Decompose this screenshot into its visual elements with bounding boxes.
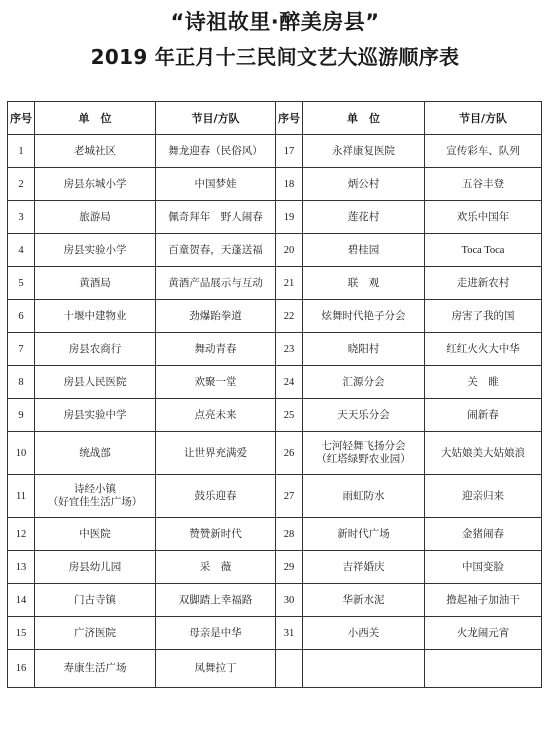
unit-cell-right: 新时代广场 <box>303 518 425 551</box>
unit-cell-right: 华新水泥 <box>303 584 425 617</box>
unit-cell-left: 房县人民医院 <box>35 366 156 399</box>
schedule-table <box>7 101 542 688</box>
unit-cell-left: 中医院 <box>35 518 156 551</box>
header-program-left: 节目/方队 <box>156 102 276 135</box>
unit-cell-right: 永祥康复医院 <box>303 135 425 168</box>
row-number-right <box>276 650 303 688</box>
table-row <box>8 518 542 551</box>
unit-cell-left: 广济医院 <box>35 617 156 650</box>
program-cell-right: 宣传彩车、队列 <box>425 135 542 168</box>
program-cell-right: 走进新农村 <box>425 267 542 300</box>
program-cell-right: 迎亲归来 <box>425 475 542 518</box>
header-unit-right: 单 位 <box>303 102 425 135</box>
table-row <box>8 475 542 518</box>
header-no-left: 序号 <box>8 102 35 135</box>
row-number-left: 8 <box>8 366 35 399</box>
program-cell-right: 红红火火大中华 <box>425 333 542 366</box>
row-number-right: 18 <box>276 168 303 201</box>
program-cell-left: 劲爆跆拳道 <box>156 300 276 333</box>
program-cell-left: 佩奇拜年 野人闹春 <box>156 201 276 234</box>
unit-cell-right: 莲花村 <box>303 201 425 234</box>
table-row <box>8 201 542 234</box>
program-cell-right: 中国变脸 <box>425 551 542 584</box>
program-cell-right: 大姑娘美大姑娘浪 <box>425 432 542 475</box>
program-cell-right: 欢乐中国年 <box>425 201 542 234</box>
row-number-left: 4 <box>8 234 35 267</box>
unit-cell-left: 房县东城小学 <box>35 168 156 201</box>
row-number-right: 30 <box>276 584 303 617</box>
unit-cell-right: 碧桂园 <box>303 234 425 267</box>
table-row <box>8 650 542 688</box>
program-cell-left: 让世界充满爱 <box>156 432 276 475</box>
header-row <box>8 102 542 135</box>
row-number-right: 20 <box>276 234 303 267</box>
row-number-right: 31 <box>276 617 303 650</box>
program-cell-right: 火龙闹元宵 <box>425 617 542 650</box>
program-cell-right: 房害了我的国 <box>425 300 542 333</box>
program-cell-left: 采 薇 <box>156 551 276 584</box>
row-number-right: 26 <box>276 432 303 475</box>
table-row <box>8 135 542 168</box>
row-number-left: 3 <box>8 201 35 234</box>
table-row <box>8 399 542 432</box>
unit-cell-right: 汇源分会 <box>303 366 425 399</box>
row-number-left: 6 <box>8 300 35 333</box>
unit-cell-right: 雨虹防水 <box>303 475 425 518</box>
row-number-right: 28 <box>276 518 303 551</box>
row-number-right: 29 <box>276 551 303 584</box>
program-cell-left: 黄酒产品展示与互动 <box>156 267 276 300</box>
program-cell-right <box>425 650 542 688</box>
program-cell-left: 欢聚一堂 <box>156 366 276 399</box>
program-cell-right: Toca Toca <box>425 234 542 267</box>
row-number-left: 13 <box>8 551 35 584</box>
program-cell-left: 凤舞拉丁 <box>156 650 276 688</box>
program-cell-left: 双脚踏上幸福路 <box>156 584 276 617</box>
unit-cell-left: 房县农商行 <box>35 333 156 366</box>
row-number-left: 7 <box>8 333 35 366</box>
unit-cell-left: 房县幼儿园 <box>35 551 156 584</box>
row-number-left: 5 <box>8 267 35 300</box>
row-number-left: 16 <box>8 650 35 688</box>
unit-cell-right: 晓阳村 <box>303 333 425 366</box>
unit-cell-right: 小西关 <box>303 617 425 650</box>
header-no-right: 序号 <box>276 102 303 135</box>
table-row <box>8 333 542 366</box>
program-cell-right: 金猪闹春 <box>425 518 542 551</box>
table-row <box>8 168 542 201</box>
row-number-left: 14 <box>8 584 35 617</box>
table-row <box>8 584 542 617</box>
program-cell-left: 舞龙迎春（民俗风） <box>156 135 276 168</box>
unit-cell-right: 吉祥婚庆 <box>303 551 425 584</box>
row-number-right: 19 <box>276 201 303 234</box>
row-number-left: 2 <box>8 168 35 201</box>
program-cell-left: 母亲是中华 <box>156 617 276 650</box>
unit-cell-right: 天天乐分会 <box>303 399 425 432</box>
row-number-right: 21 <box>276 267 303 300</box>
row-number-right: 17 <box>276 135 303 168</box>
unit-cell-right: 炳公村 <box>303 168 425 201</box>
row-number-right: 25 <box>276 399 303 432</box>
row-number-right: 27 <box>276 475 303 518</box>
table-row <box>8 366 542 399</box>
unit-cell-right <box>303 650 425 688</box>
row-number-left: 1 <box>8 135 35 168</box>
table-row <box>8 432 542 475</box>
header-unit-left: 单 位 <box>35 102 156 135</box>
table-row <box>8 617 542 650</box>
program-cell-right: 关 睢 <box>425 366 542 399</box>
row-number-left: 10 <box>8 432 35 475</box>
unit-cell-right: 七河轻舞飞扬分会 （红塔绿野农业园） <box>303 432 425 475</box>
unit-cell-right: 联 观 <box>303 267 425 300</box>
row-number-right: 22 <box>276 300 303 333</box>
program-cell-right: 撸起袖子加油干 <box>425 584 542 617</box>
program-cell-left: 点亮未来 <box>156 399 276 432</box>
program-cell-left: 百童贺春，天蓬送福 <box>156 234 276 267</box>
row-number-left: 15 <box>8 617 35 650</box>
unit-cell-left: 诗经小镇 （好宜佳生活广场） <box>35 475 156 518</box>
unit-cell-right: 炫舞时代艳子分会 <box>303 300 425 333</box>
program-cell-right: 闹新春 <box>425 399 542 432</box>
unit-cell-left: 房县实验中学 <box>35 399 156 432</box>
program-cell-left: 舞动青春 <box>156 333 276 366</box>
unit-cell-left: 寿康生活广场 <box>35 650 156 688</box>
header-program-right: 节目/方队 <box>425 102 542 135</box>
table-row <box>8 234 542 267</box>
row-number-right: 23 <box>276 333 303 366</box>
unit-cell-left: 十堰中建物业 <box>35 300 156 333</box>
table-row <box>8 300 542 333</box>
unit-cell-left: 门古寺镇 <box>35 584 156 617</box>
unit-cell-left: 老城社区 <box>35 135 156 168</box>
row-number-left: 9 <box>8 399 35 432</box>
program-cell-left: 鼓乐迎春 <box>156 475 276 518</box>
table-row <box>8 267 542 300</box>
unit-cell-left: 旅游局 <box>35 201 156 234</box>
title-line-2: 2019 年正月十三民间文艺大巡游顺序表 <box>90 45 460 69</box>
schedule-rows <box>8 135 542 688</box>
program-cell-right: 五谷丰登 <box>425 168 542 201</box>
program-cell-left: 赞赞新时代 <box>156 518 276 551</box>
unit-cell-left: 统战部 <box>35 432 156 475</box>
row-number-left: 12 <box>8 518 35 551</box>
unit-cell-left: 黄酒局 <box>35 267 156 300</box>
row-number-left: 11 <box>8 475 35 518</box>
row-number-right: 24 <box>276 366 303 399</box>
unit-cell-left: 房县实验小学 <box>35 234 156 267</box>
table-row <box>8 551 542 584</box>
program-cell-left: 中国梦娃 <box>156 168 276 201</box>
title-line-1: “诗祖故里·醉美房县” <box>170 10 380 34</box>
